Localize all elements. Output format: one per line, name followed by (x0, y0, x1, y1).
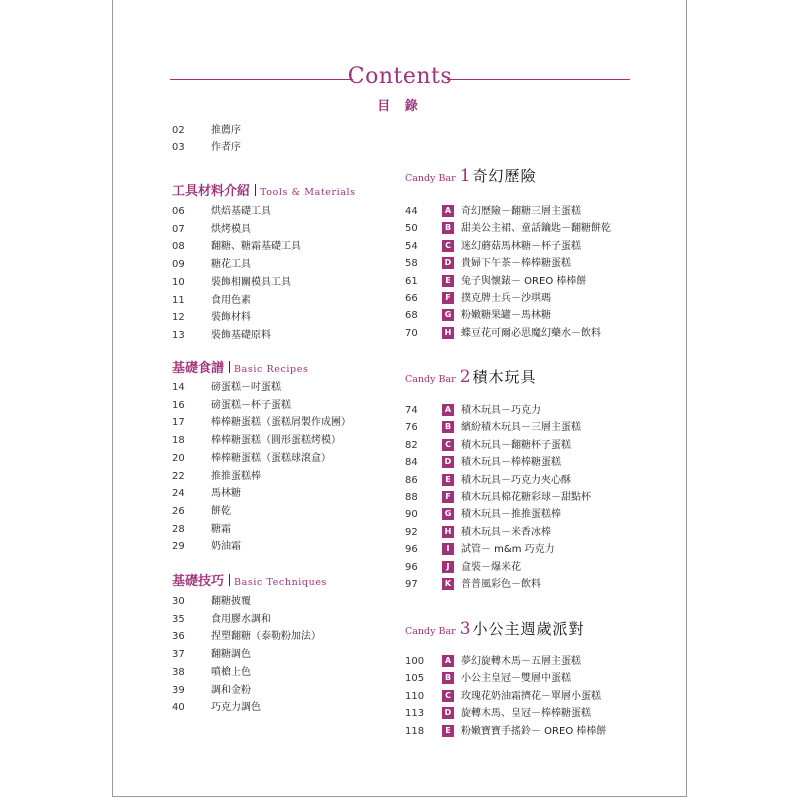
entry-label: 積木玩具－米香冰棒 (461, 526, 551, 538)
letter-badge: E (442, 725, 454, 737)
entry-label: 餅乾 (211, 505, 231, 517)
page-number: 28 (172, 523, 185, 535)
letter-badge: G (442, 508, 454, 520)
entry-label: 翻糖披覆 (211, 596, 251, 607)
toc-entry[interactable] (405, 670, 635, 687)
page-number: 105 (405, 673, 425, 685)
page-number: 58 (405, 258, 418, 270)
toc-entry[interactable] (405, 238, 635, 255)
entry-label: 迷幻蘑菇馬林糖－杯子蛋糕 (461, 240, 581, 252)
letter-badge: J (442, 561, 454, 573)
page-number: 09 (172, 259, 185, 271)
entry-label: 噴槍上色 (211, 666, 251, 678)
toc-entry[interactable] (405, 576, 635, 593)
page-number: 13 (172, 329, 185, 341)
letter-badge: D (442, 257, 454, 269)
page-number: 07 (172, 223, 185, 235)
entry-label: 玫瑰花奶油霜擠花－單層小蛋糕 (461, 690, 601, 702)
entry-label: 積木玩具棉花糖彩球－甜點杯 (461, 492, 591, 503)
letter-badge: F (442, 292, 454, 304)
entry-label: 作者序 (211, 142, 241, 153)
page-title: Contents (347, 64, 453, 89)
letter-badge: H (442, 526, 454, 538)
page-number: 18 (172, 435, 185, 447)
toc-entry[interactable] (405, 307, 635, 324)
candy-bar-number: 1 (459, 166, 471, 186)
toc-entry[interactable] (405, 723, 635, 740)
letter-badge: E (442, 474, 454, 486)
toc-entry[interactable] (405, 524, 635, 541)
entry-label: 奇幻歷險－翻糖三層主蛋糕 (461, 206, 581, 217)
page-number: 113 (405, 708, 425, 720)
candy-bar-number: 3 (459, 619, 471, 639)
candy-bar-heading-2 (405, 366, 537, 387)
letter-badge: A (442, 404, 454, 416)
toc-entry[interactable] (405, 559, 635, 576)
letter-badge: K (442, 578, 454, 590)
page-number: 74 (405, 405, 418, 416)
toc-entry[interactable] (405, 454, 635, 471)
entry-label: 棒棒糖蛋糕（圓形蛋糕烤模） (211, 435, 341, 447)
page-number: 20 (172, 452, 185, 464)
page-number: 24 (172, 488, 185, 500)
page-number: 11 (172, 294, 185, 306)
page-number: 97 (405, 579, 418, 590)
page-number: 22 (172, 470, 185, 482)
entry-label: 撲克牌士兵－沙琪瑪 (461, 293, 551, 304)
page-number: 70 (405, 327, 418, 339)
entry-label: 繽紛積木玩具－三層主蛋糕 (461, 422, 581, 434)
entry-label: 貴婦下午茶－棒棒糖蛋糕 (461, 258, 571, 270)
page-number: 36 (172, 631, 185, 643)
toc-entry[interactable] (405, 705, 635, 722)
entry-label: 奶油霜 (211, 541, 241, 553)
entry-label: 棒棒糖蛋糕（蛋糕球滾盒） (211, 452, 331, 464)
toc-entry[interactable] (405, 506, 635, 523)
entry-label: 翻糖、糖霜基礎工具 (211, 241, 301, 253)
entry-label: 烘焙基礎工具 (211, 206, 271, 217)
page-number: 38 (172, 666, 185, 678)
section-title-zh: 工具材料介紹 (172, 184, 251, 199)
toc-entry[interactable] (405, 489, 635, 506)
toc-entry[interactable] (405, 541, 635, 558)
section-heading-recipes (172, 357, 308, 376)
page-number: 90 (405, 509, 418, 521)
entry-label: 甜美公主裙、童話鑰匙－翻糖餅乾 (461, 223, 611, 235)
page-number: 37 (172, 649, 185, 661)
page-number: 50 (405, 223, 418, 235)
toc-entry[interactable] (405, 273, 635, 290)
letter-badge: D (442, 707, 454, 719)
page-number: 16 (172, 399, 185, 411)
toc-entry[interactable] (405, 437, 635, 454)
entry-label: 積木玩具－棒棒糖蛋糕 (461, 457, 561, 469)
entry-label: 捏塑翻糖（泰勒粉加法） (211, 631, 321, 643)
section-heading-tools (172, 180, 356, 199)
letter-badge: G (442, 309, 454, 321)
entry-label: 裝飾相關模具工具 (211, 276, 291, 288)
candy-bar-label: Candy Bar (405, 173, 456, 184)
candy-bar-heading-1 (405, 165, 537, 186)
page-number: 10 (172, 276, 185, 288)
toc-entry[interactable] (405, 653, 635, 670)
page-number: 88 (405, 492, 418, 503)
section-title-en: Basic Techniques (234, 577, 328, 588)
letter-badge: E (442, 275, 454, 287)
entry-label: 積木玩具－推推蛋糕棒 (461, 509, 561, 521)
page-number: 30 (172, 596, 185, 607)
toc-entry[interactable] (405, 325, 635, 342)
entry-label: 推薦序 (211, 125, 241, 136)
entry-label: 普普風彩色－飲料 (461, 579, 541, 590)
page-number: 84 (405, 457, 418, 469)
toc-entry[interactable] (405, 220, 635, 237)
page-number: 86 (405, 474, 418, 486)
entry-label: 旋轉木馬、皇冠－棒棒糖蛋糕 (461, 708, 591, 720)
page-number: 26 (172, 505, 185, 517)
page-number: 06 (172, 206, 185, 217)
entry-label: 粉嫩寶寶手搖鈴－ OREO 棒棒餅 (461, 725, 607, 737)
section-title-zh: 基礎技巧 (172, 574, 225, 589)
toc-entry[interactable] (405, 203, 635, 220)
toc-entry[interactable] (405, 402, 635, 419)
page-subtitle: 目 錄 (377, 99, 423, 114)
toc-entry[interactable] (405, 255, 635, 272)
page-number: 08 (172, 241, 185, 253)
page-number: 96 (405, 544, 418, 556)
entry-label: 巧克力調色 (211, 702, 261, 714)
entry-label: 馬林糖 (211, 488, 241, 500)
candy-bar-label: Candy Bar (405, 626, 456, 637)
candy-bar-title: 奇幻歷險 (472, 167, 537, 185)
candy-bar-label: Candy Bar (405, 374, 456, 385)
section-heading-techniques (172, 570, 327, 589)
entry-label: 積木玩具－巧克力夾心酥 (461, 474, 571, 486)
page-number: 35 (172, 613, 185, 625)
letter-badge: C (442, 439, 454, 451)
letter-badge: C (442, 690, 454, 702)
entry-label: 蝶豆花可爾必思魔幻藥水－飲料 (461, 327, 601, 339)
entry-label: 盒裝－爆米花 (461, 561, 521, 573)
page-number: 40 (172, 702, 185, 714)
letter-badge: A (442, 205, 454, 217)
entry-label: 翻糖調色 (211, 649, 251, 661)
letter-badge: A (442, 655, 454, 667)
letter-badge: B (442, 222, 454, 234)
entry-label: 磅蛋糕－吋蛋糕 (211, 382, 281, 393)
entry-label: 糖霜 (211, 523, 231, 535)
page-number: 118 (405, 725, 425, 737)
page-number: 61 (405, 275, 418, 287)
page-number: 68 (405, 310, 418, 322)
page-number: 17 (172, 417, 185, 429)
page-number: 44 (405, 206, 418, 217)
entry-label: 磅蛋糕－杯子蛋糕 (211, 399, 291, 411)
page-number: 39 (172, 684, 185, 696)
entry-label: 積木玩具－巧克力 (461, 405, 541, 416)
section-title-zh: 基礎食譜 (172, 361, 225, 376)
letter-badge: D (442, 456, 454, 468)
page-number: 29 (172, 541, 185, 553)
toc-entry[interactable] (405, 419, 635, 436)
letter-badge: B (442, 672, 454, 684)
page-number: 82 (405, 439, 418, 451)
toc-entry[interactable] (405, 290, 635, 307)
entry-label: 糖花工具 (211, 259, 251, 271)
page-number: 03 (172, 142, 185, 153)
page-number: 12 (172, 312, 185, 324)
letter-badge: C (442, 240, 454, 252)
page-number: 54 (405, 240, 418, 252)
letter-badge: F (442, 491, 454, 503)
right-column (405, 0, 675, 800)
candy-bar-title: 積木玩具 (472, 368, 537, 386)
letter-badge: B (442, 421, 454, 433)
candy-bar-number: 2 (459, 367, 471, 387)
entry-label: 食用色素 (211, 294, 251, 306)
entry-label: 兔子與懷錶－ OREO 棒棒餅 (461, 275, 587, 287)
page-number: 92 (405, 526, 418, 538)
entry-label: 粉嫩糖果罐－馬林糖 (461, 310, 551, 322)
page-number: 100 (405, 656, 425, 667)
entry-label: 推推蛋糕棒 (211, 470, 261, 482)
entry-label: 食用膠水調和 (211, 613, 271, 625)
section-title-en: Tools & Materials (260, 187, 356, 198)
page-number: 76 (405, 422, 418, 434)
left-column (172, 0, 392, 800)
entry-label: 夢幻旋轉木馬－五層主蛋糕 (461, 656, 581, 667)
entry-label: 裝飾基礎原料 (211, 329, 271, 341)
candy-bar-heading-3 (405, 618, 585, 639)
page-number: 66 (405, 293, 418, 304)
letter-badge: H (442, 327, 454, 339)
candy-bar-title: 小公主週歲派對 (472, 620, 585, 638)
entry-label: 烘烤模具 (211, 223, 251, 235)
page-number: 96 (405, 561, 418, 573)
entry-label: 試管－ m&m 巧克力 (461, 544, 555, 556)
toc-entry[interactable] (405, 472, 635, 489)
page-number: 14 (172, 382, 185, 393)
section-title-en: Basic Recipes (234, 364, 309, 375)
entry-label: 調和金粉 (211, 684, 251, 696)
toc-entry[interactable] (405, 688, 635, 705)
page-number: 110 (405, 690, 425, 702)
entry-label: 棒棒糖蛋糕（蛋糕屑製作成團） (211, 417, 351, 429)
entry-label: 裝飾材料 (211, 312, 251, 324)
entry-label: 積木玩具－翻糖杯子蛋糕 (461, 439, 571, 451)
entry-label: 小公主皇冠－雙層中蛋糕 (461, 673, 571, 685)
letter-badge: I (442, 543, 454, 555)
page-number: 02 (172, 125, 185, 136)
